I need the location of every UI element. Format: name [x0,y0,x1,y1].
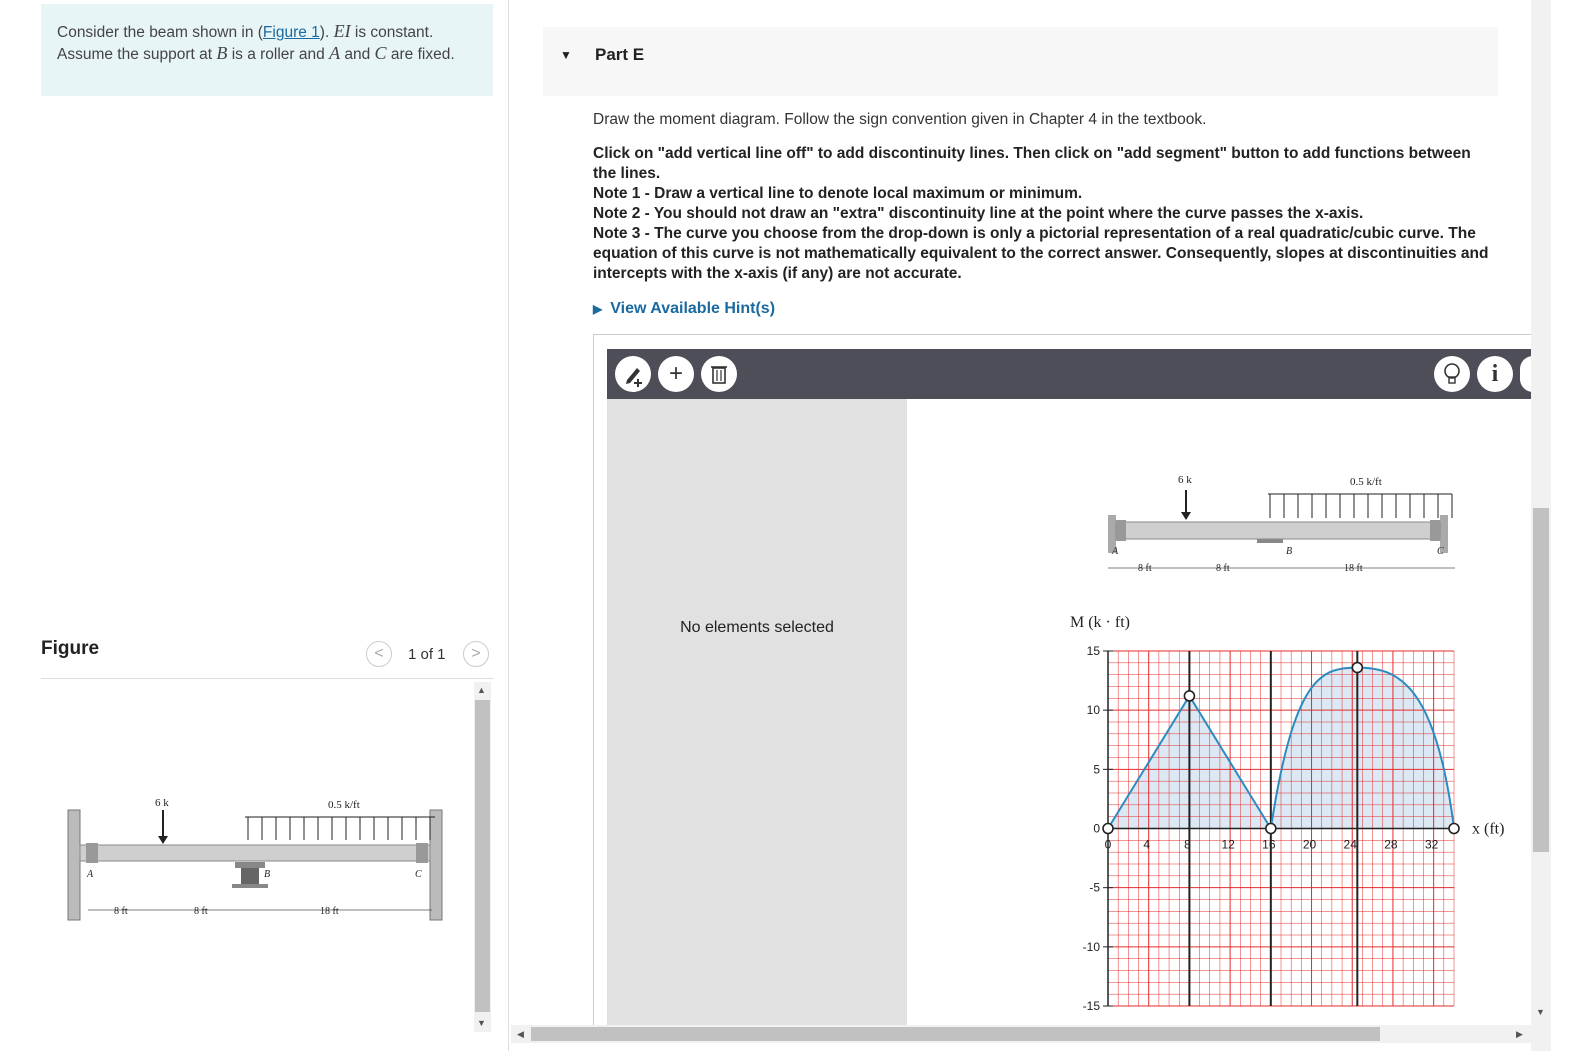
span-1-label: 8 ft [114,906,128,917]
span-2-label: 8 ft [194,906,208,917]
properties-panel [607,399,907,1029]
pencil-plus-icon [615,356,651,392]
y-tick-label: 5 [1093,762,1100,777]
y-tick-label: 15 [1086,644,1100,658]
add-vertical-line-button[interactable] [615,356,651,392]
x-tick-label: 32 [1424,837,1439,852]
b-symbol: B [216,43,228,63]
pane-divider[interactable] [508,0,509,1051]
curve-node [1449,824,1459,834]
next-figure-button[interactable] [463,641,489,667]
x-tick-label: 12 [1221,837,1235,852]
span-3-label: 18 ft [320,906,339,917]
x-tick-label: 20 [1302,837,1317,852]
label-a: A [1112,546,1119,557]
info-icon: i [1491,361,1499,387]
note-line: Click on "add vertical line off" to add discontinuity lines. Then click on "add segment" button to add functions between the lines. [593,145,1471,182]
view-hints-link[interactable] [593,300,775,318]
plus-icon: + [668,360,683,387]
hint-caret-icon: ▶ [593,302,603,316]
note-line: Note 1 - Draw a vertical line to denote local maximum or minimum. [593,185,1083,202]
part-title[interactable]: Part E [595,45,645,64]
label-c: C [415,869,422,880]
scroll-left-icon[interactable]: ◀ [517,1029,524,1039]
collapse-caret-icon[interactable]: ▼ [560,48,572,62]
hint-label: View Available Hint(s) [610,300,776,317]
x-tick-label: 16 [1262,837,1276,852]
dist-load-label: 0.5 k/ft [328,799,360,811]
tool-toolbar [607,349,1533,399]
x-tick-label: 0 [1104,837,1112,852]
figure-divider [41,678,494,679]
ei-symbol: EI [333,21,351,41]
label-c: C [1437,546,1444,557]
dist-load-label: 0.5 k/ft [1350,476,1382,488]
curve-node [1184,691,1194,701]
add-segment-button[interactable] [658,356,694,392]
figure-scrollbar-thumb[interactable] [475,700,490,1012]
lightbulb-icon [1434,356,1470,392]
moment-diagram-chart[interactable] [1060,605,1530,1020]
hint-button[interactable] [1434,356,1470,392]
problem-text-2: ). [319,24,334,41]
x-tick-label: 4 [1143,837,1151,852]
notes-block [593,144,1493,284]
no-selection-text: No elements selected [680,619,834,636]
curve-node [1352,663,1362,673]
y-tick-label: -15 [1082,999,1100,1013]
scroll-down-icon[interactable]: ▼ [1536,1007,1545,1017]
problem-text-4: is a roller and [227,46,330,63]
y-tick-label: -10 [1082,939,1100,954]
figure-link[interactable]: Figure 1 [262,24,320,41]
curve-node [1266,824,1276,834]
span-2-label: 8 ft [1216,563,1230,574]
problem-text-3: is constant. Assume the support at [57,24,434,63]
span-3-label: 18 ft [1344,563,1363,574]
chevron-left-icon: < [374,645,384,662]
y-tick-label: -5 [1089,880,1100,895]
info-button[interactable] [1477,356,1513,392]
problem-text-5: and [340,46,375,63]
figure-pager: 1 of 1 [408,646,446,663]
problem-text-1: Consider the beam shown in ( [57,24,263,41]
x-tick-label: 28 [1384,837,1398,852]
label-a: A [87,869,94,880]
note-line: Note 2 - You should not draw an "extra" discontinuity line at the point where the curve passes the x-axis. [593,205,1364,222]
scroll-up-icon[interactable]: ▲ [477,685,486,695]
y-tick-label: 10 [1086,703,1100,718]
x-tick-label: 24 [1343,837,1357,852]
scroll-down-icon[interactable]: ▼ [477,1018,486,1028]
x-axis-label: x (ft) [1472,820,1505,838]
problem-text-6: are fixed. [386,46,455,63]
part-header[interactable] [543,27,1498,96]
point-load-label: 6 k [155,797,169,809]
label-b: B [264,869,271,880]
canvas-beam-figure [1100,470,1465,580]
horizontal-scrollbar-thumb[interactable] [531,1027,1380,1041]
x-tick-label: 8 [1184,837,1191,852]
c-symbol: C [374,43,387,63]
y-axis-label: M (k · ft) [1070,614,1130,631]
prev-figure-button[interactable] [366,641,392,667]
span-1-label: 8 ft [1138,563,1152,574]
a-symbol: A [329,43,341,63]
chevron-right-icon: > [471,645,481,662]
beam-figure [60,790,455,930]
instruction-text: Draw the moment diagram. Follow the sign convention given in Chapter 4 in the textbook. [593,111,1207,128]
curve-node [1103,824,1113,834]
y-tick-label: 0 [1093,821,1100,836]
figure-title: Figure [41,638,100,659]
problem-statement [41,4,493,96]
trash-icon [701,356,737,392]
scroll-right-icon[interactable]: ▶ [1516,1029,1523,1039]
vertical-scrollbar-thumb[interactable] [1533,508,1549,852]
label-b: B [1286,546,1293,557]
point-load-label: 6 k [1178,474,1192,486]
note-line: Note 3 - The curve you choose from the drop-down is only a pictorial representation of a real quadratic/cubic curve. The equation of this curve is not mathematically equivalent to the correct answer. Consequently, slopes at discontinuities and intercepts with the x-axis (if any) are not accurate. [593,225,1489,282]
delete-button[interactable] [701,356,737,392]
